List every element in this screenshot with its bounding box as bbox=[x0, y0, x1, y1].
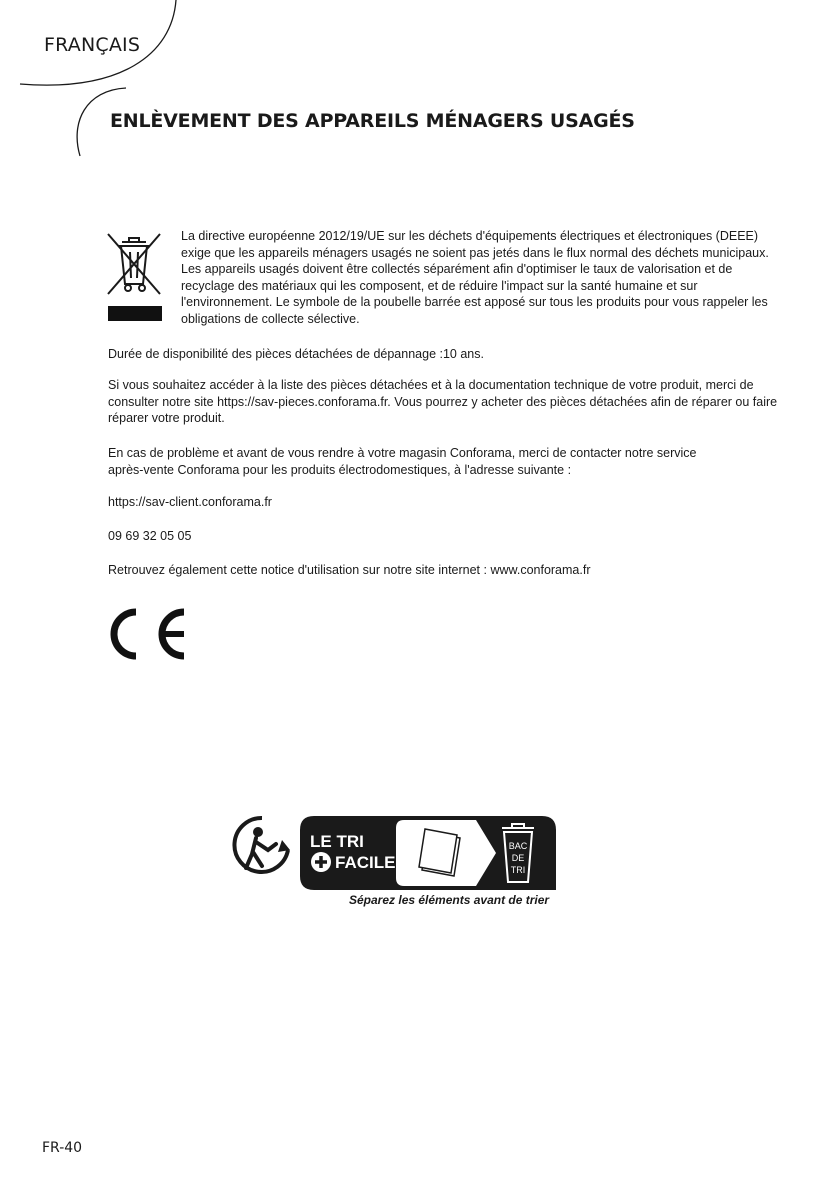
ce-mark-icon bbox=[104, 606, 188, 662]
weee-directive-text: La directive européenne 2012/19/UE sur les déchets d'équipements électriques et électroniques (DEEE) exige que les appareils ménagers usagés ne soient pas jetés dans le flux normal des déchets municipaux. Les appareils usagés doivent être collectés séparément afin d'optimiser le taux de valorisation et de recyclage des matériaux qui les composent, et de réduire l'impact sur la santé humaine et sur l'environnement. Le symbole de la poubelle barrée est apposé sur tous les produits pour vous rappeler les obligations de collecte sélective. bbox=[181, 229, 769, 326]
tri-caption: Séparez les éléments avant de trier bbox=[349, 893, 550, 907]
service-url[interactable]: https://sav-client.conforama.fr bbox=[108, 495, 272, 509]
tri-line2: FACILE bbox=[335, 853, 396, 872]
page-number: FR-40 bbox=[42, 1140, 83, 1156]
manual-online-text: Retrouvez également cette notice d'utilisation sur notre site internet : www.conforama.fr bbox=[108, 563, 591, 577]
document-icon bbox=[419, 829, 460, 876]
page-title: ENLÈVEMENT DES APPAREILS MÉNAGERS USAGÉS bbox=[110, 110, 635, 132]
tri-facile-banner bbox=[300, 816, 556, 890]
triman-icon bbox=[232, 814, 292, 876]
tri-line1: LE TRI bbox=[310, 832, 364, 851]
crossed-out-wheelie-bin-icon bbox=[104, 228, 164, 324]
documentation-text: Si vous souhaitez accéder à la liste des pièces détachées et à la documentation technique de votre produit, merci de consulter notre site https://sav-pieces.conforama.fr. Vous pourrez y acheter des pièces détachées afin de réparer ou faire réparer votre produit. bbox=[108, 378, 778, 426]
spare-parts-text: Durée de disponibilité des pièces détachées de dépannage :10 ans. bbox=[108, 347, 484, 361]
bin-label-2: DE bbox=[511, 853, 525, 863]
language-label: FRANÇAIS bbox=[44, 34, 141, 56]
bin-label-3: TRI bbox=[510, 865, 526, 875]
service-phone: 09 69 32 05 05 bbox=[108, 529, 192, 543]
bin-label-1: BAC bbox=[508, 841, 528, 851]
service-text: En cas de problème et avant de vous rendre à votre magasin Conforama, merci de contacter notre service après-vente Conforama pour les produits électrodomestiques, à l'adresse suivante : bbox=[108, 446, 697, 477]
